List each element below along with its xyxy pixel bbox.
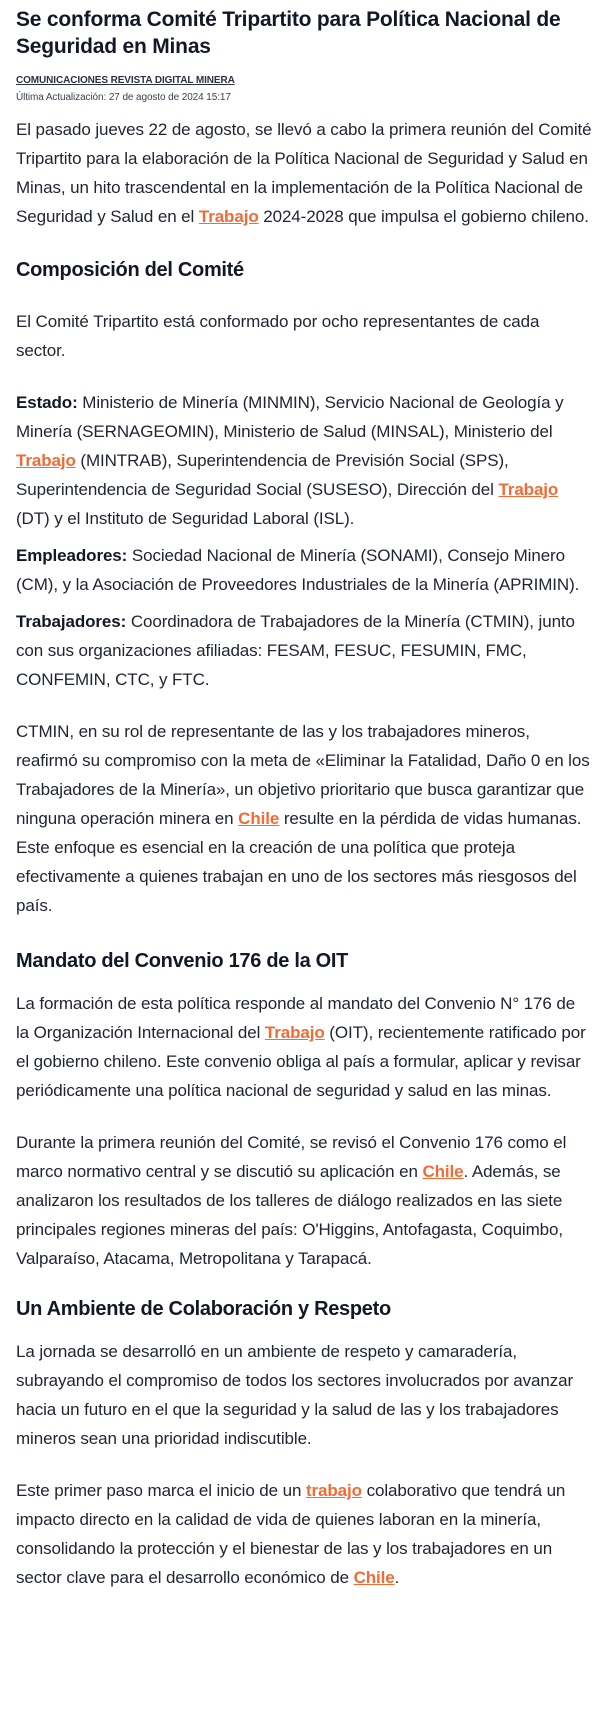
keyword-link-chile[interactable]: Chile [422, 1162, 464, 1181]
keyword-link-trabajo[interactable]: Trabajo [198, 207, 259, 226]
paragraph-trabajadores: Trabajadores: Coordinadora de Trabajadores de la Minería (CTMIN), junto con sus organizaciones afiliadas: FESAM, FESUC, FESUMIN, FMC, CONFEMIN, CTC, y FTC. [16, 612, 575, 689]
paragraph-reunion: Durante la primera reunión del Comité, se revisó el Convenio 176 como el marco normativo central y se discutió su aplicación en Chile. Además, se analizaron los resultados de los talleres de diálogo realizados en las siete principales regiones mineras del país: O'Higgins, Antofagasta, Coquimbo, Valparaíso, Atacama, Metropolitana y Tarapacá. [16, 1133, 567, 1268]
intro-paragraph: El pasado jueves 22 de agosto, se llevó a cabo la primera reunión del Comité Tripartito para la elaboración de la Política Nacional de Seguridad y Salud en Minas, un hito trascendental en la implementación de la Política Nacional de Seguridad y Salud en el Trabajo 2024-2028 que impulsa el gobierno chileno. [16, 120, 592, 226]
paragraph-primer-paso: Este primer paso marca el inicio de un trabajo colaborativo que tendrá un impacto directo en la calidad de vida de quienes laboran en la minería, consolidando la protección y el bienestar de las y los trabajadores en un sector clave para el desarrollo económico de Chile. [16, 1481, 566, 1587]
keyword-link-trabajo[interactable]: Trabajo [498, 480, 559, 499]
author-byline-link[interactable]: COMUNICACIONES REVISTA DIGITAL MINERA [16, 75, 235, 86]
keyword-link-chile[interactable]: Chile [353, 1568, 395, 1587]
section-heading-mandato: Mandato del Convenio 176 de la OIT [16, 950, 349, 972]
article-title: Se conforma Comité Tripartito para Política Nacional de Seguridad en Minas [16, 8, 561, 58]
paragraph-convenio: La formación de esta política responde al mandato del Convenio N° 176 de la Organización Internacional del Trabajo (OIT), recientemente ratificado por el gobierno chileno. Este convenio obliga al país a formular, aplicar y revisar periódicamente una política nacional de seguridad y salud en las minas. [16, 994, 586, 1100]
label-estado: Estado: [16, 393, 78, 412]
label-empleadores: Empleadores: [16, 546, 128, 565]
keyword-link-trabajo[interactable]: Trabajo [16, 451, 76, 470]
paragraph-estado: Estado: Ministerio de Minería (MINMIN), Servicio Nacional de Geología y Minería (SERNAGEOMIN), Ministerio de Salud (MINSAL), Ministerio del Trabajo (MINTRAB), Superintendencia de Previsión Social (SPS), Superintendencia de Seguridad Social (SUSESO), Dirección del Trabajo (DT) y el Instituto de Seguridad Laboral (ISL). [16, 393, 564, 528]
last-updated: Última Actualización: 27 de agosto de 2024 15:17 [16, 92, 231, 103]
keyword-link-chile[interactable]: Chile [238, 809, 280, 828]
paragraph-jornada: La jornada se desarrolló en un ambiente de respeto y camaradería, subrayando el compromiso de todos los sectores involucrados por avanzar hacia un futuro en el que la seguridad y la salud de las y los trabajadores mineros sean una prioridad indiscutible. [16, 1342, 574, 1448]
label-trabajadores: Trabajadores: [16, 612, 127, 631]
section-heading-ambiente: Un Ambiente de Colaboración y Respeto [16, 1298, 391, 1320]
paragraph-composition: El Comité Tripartito está conformado por ocho representantes de cada sector. [16, 312, 540, 360]
paragraph-empleadores: Empleadores: Sociedad Nacional de Minería (SONAMI), Consejo Minero (CM), y la Asociación de Proveedores Industriales de la Minería (APRIMIN). [16, 546, 580, 594]
section-heading-composicion: Composición del Comité [16, 259, 244, 281]
paragraph-ctmin: CTMIN, en su rol de representante de las y los trabajadores mineros, reafirmó su compromiso con la meta de «Eliminar la Fatalidad, Daño 0 en los Trabajadores de la Minería», un objetivo prioritario que busca garantizar que ninguna operación minera en Chile resulte en la pérdida de vidas humanas. Este enfoque es esencial en la creación de una política que proteja efectivamente a quienes trabajan en uno de los sectores más riesgosos del país. [16, 722, 590, 915]
keyword-link-trabajo[interactable]: Trabajo [264, 1023, 325, 1042]
keyword-link-trabajo[interactable]: trabajo [305, 1481, 362, 1500]
